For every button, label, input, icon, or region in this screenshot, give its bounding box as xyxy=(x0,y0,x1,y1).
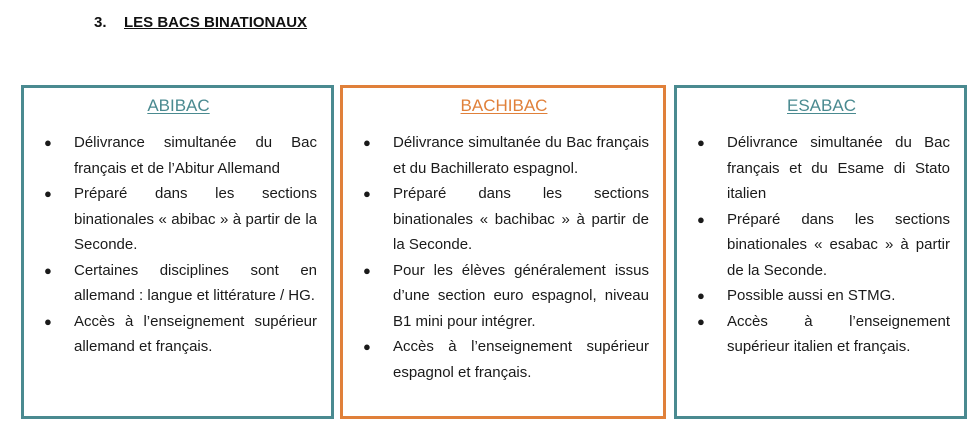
list-item: ● Préparé dans les sections binationales « bachibac » à partir de la Seconde. xyxy=(359,181,649,258)
esabac-title: ESABAC xyxy=(787,96,856,115)
list-item: ● Accès à l’enseignement supérieur espagnol et français. xyxy=(359,334,649,385)
esabac-list xyxy=(693,130,950,360)
bullet-icon: ● xyxy=(363,135,371,150)
list-item: ● Délivrance simultanée du Bac français et du Esame di Stato italien xyxy=(693,130,950,207)
list-item: ● Certaines disciplines sont en allemand : langue et littérature / HG. xyxy=(40,258,317,309)
section-title: LES BACS BINATIONAUX xyxy=(124,14,308,31)
bullet-icon: ● xyxy=(44,186,52,201)
esabac-box xyxy=(674,85,967,419)
bullet-icon: ● xyxy=(44,262,52,278)
bachibac-title: BACHIBAC xyxy=(460,96,548,115)
bullet-icon: ● xyxy=(697,211,705,227)
abibac-box xyxy=(21,85,334,419)
section-heading xyxy=(94,14,307,31)
bullet-icon: ● xyxy=(363,262,371,278)
list-item: ● Préparé dans les sections binationales « abibac » à partir de la Seconde. xyxy=(40,181,317,258)
list-item: ● Délivrance simultanée du Bac français et de l’Abitur Allemand xyxy=(40,130,317,181)
list-item: ● Possible aussi en STMG. xyxy=(693,283,950,309)
list-item: ● Accès à l’enseignement supérieur allemand et français. xyxy=(40,309,317,360)
bullet-icon: ● xyxy=(363,186,371,201)
bullet-icon: ● xyxy=(44,313,52,329)
bullet-icon: ● xyxy=(697,313,705,329)
bachibac-list xyxy=(359,130,649,385)
abibac-list xyxy=(40,130,317,360)
abibac-title: ABIBAC xyxy=(147,96,210,115)
list-item: ● Pour les élèves généralement issus d’une section euro espagnol, niveau B1 mini pour intégrer. xyxy=(359,258,649,335)
bullet-icon: ● xyxy=(363,339,371,354)
bachibac-box xyxy=(340,85,666,419)
bullet-icon: ● xyxy=(697,135,705,150)
list-item: ● Accès à l’enseignement supérieur italien et français. xyxy=(693,309,950,360)
bullet-icon: ● xyxy=(697,288,705,303)
section-number: 3. xyxy=(94,14,107,31)
list-item: ● Préparé dans les sections binationales « esabac » à partir de la Seconde. xyxy=(693,207,950,284)
bullet-icon: ● xyxy=(44,135,52,150)
list-item: ● Délivrance simultanée du Bac français et du Bachillerato espagnol. xyxy=(359,130,649,181)
